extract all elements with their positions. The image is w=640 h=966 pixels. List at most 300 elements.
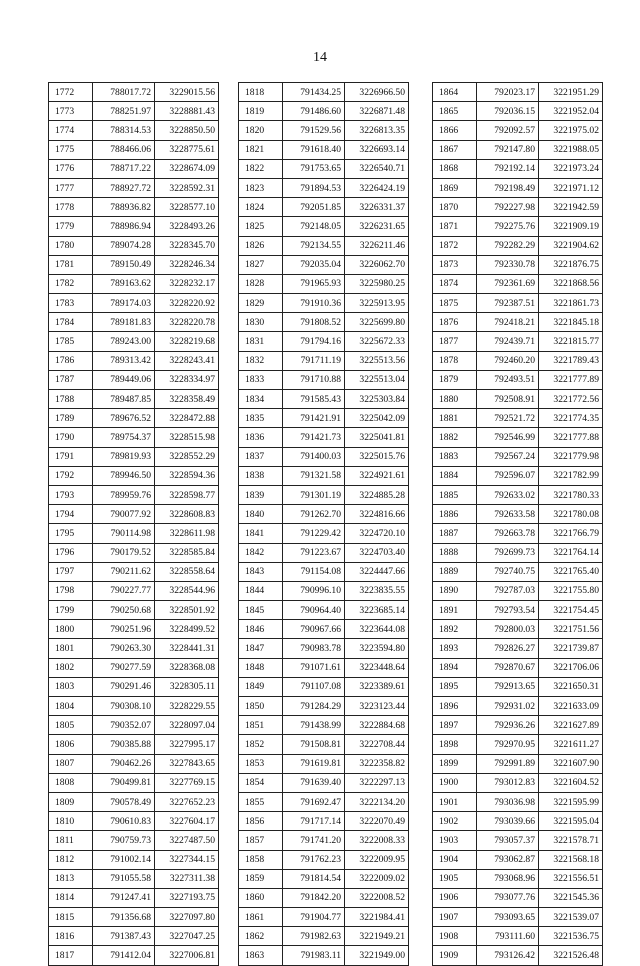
x-coordinate-cell: 791223.67 bbox=[283, 543, 345, 562]
y-coordinate-cell: 3221876.75 bbox=[539, 255, 603, 274]
table-row bbox=[239, 773, 409, 792]
table-row bbox=[239, 754, 409, 773]
point-number-cell: 1904 bbox=[433, 850, 477, 869]
table-row bbox=[239, 332, 409, 351]
point-number-cell: 1857 bbox=[239, 831, 283, 850]
y-coordinate-cell: 3221568.18 bbox=[539, 850, 603, 869]
table-row bbox=[239, 447, 409, 466]
x-coordinate-cell: 792439.71 bbox=[477, 332, 539, 351]
y-coordinate-cell: 3228358.49 bbox=[155, 390, 219, 409]
table-row bbox=[239, 677, 409, 696]
x-coordinate-cell: 791982.63 bbox=[283, 927, 345, 946]
y-coordinate-cell: 3224720.10 bbox=[345, 524, 409, 543]
table-row bbox=[433, 159, 603, 178]
y-coordinate-cell: 3223835.55 bbox=[345, 581, 409, 600]
x-coordinate-cell: 789946.50 bbox=[93, 466, 155, 485]
x-coordinate-cell: 791508.81 bbox=[283, 735, 345, 754]
point-number-cell: 1852 bbox=[239, 735, 283, 754]
y-coordinate-cell: 3221578.71 bbox=[539, 831, 603, 850]
x-coordinate-cell: 789487.85 bbox=[93, 390, 155, 409]
point-number-cell: 1806 bbox=[49, 735, 93, 754]
x-coordinate-cell: 791321.58 bbox=[283, 466, 345, 485]
point-number-cell: 1886 bbox=[433, 505, 477, 524]
table-row bbox=[239, 639, 409, 658]
x-coordinate-cell: 792460.20 bbox=[477, 351, 539, 370]
point-number-cell: 1834 bbox=[239, 390, 283, 409]
table-row bbox=[239, 466, 409, 485]
point-number-cell: 1881 bbox=[433, 409, 477, 428]
point-number-cell: 1779 bbox=[49, 217, 93, 236]
point-number-cell: 1869 bbox=[433, 178, 477, 197]
table-row bbox=[239, 505, 409, 524]
table-row bbox=[239, 236, 409, 255]
table-row bbox=[49, 639, 219, 658]
table-row bbox=[239, 83, 409, 102]
x-coordinate-cell: 792970.95 bbox=[477, 735, 539, 754]
y-coordinate-cell: 3221949.00 bbox=[345, 946, 409, 965]
y-coordinate-cell: 3226231.65 bbox=[345, 217, 409, 236]
table-row bbox=[239, 620, 409, 639]
y-coordinate-cell: 3228232.17 bbox=[155, 274, 219, 293]
x-coordinate-cell: 792508.91 bbox=[477, 390, 539, 409]
point-number-cell: 1870 bbox=[433, 198, 477, 217]
table-row bbox=[49, 620, 219, 639]
x-coordinate-cell: 789676.52 bbox=[93, 409, 155, 428]
y-coordinate-cell: 3226424.19 bbox=[345, 178, 409, 197]
y-coordinate-cell: 3228881.43 bbox=[155, 102, 219, 121]
y-coordinate-cell: 3228598.77 bbox=[155, 485, 219, 504]
point-number-cell: 1892 bbox=[433, 620, 477, 639]
point-number-cell: 1844 bbox=[239, 581, 283, 600]
x-coordinate-cell: 792493.51 bbox=[477, 370, 539, 389]
point-number-cell: 1838 bbox=[239, 466, 283, 485]
table-row bbox=[433, 505, 603, 524]
x-coordinate-cell: 791794.16 bbox=[283, 332, 345, 351]
table-row bbox=[433, 831, 603, 850]
table-row bbox=[49, 428, 219, 447]
x-coordinate-cell: 792663.78 bbox=[477, 524, 539, 543]
point-number-cell: 1854 bbox=[239, 773, 283, 792]
y-coordinate-cell: 3226871.48 bbox=[345, 102, 409, 121]
x-coordinate-cell: 789150.49 bbox=[93, 255, 155, 274]
x-coordinate-cell: 791910.36 bbox=[283, 294, 345, 313]
point-number-cell: 1811 bbox=[49, 831, 93, 850]
table-row bbox=[49, 409, 219, 428]
table-row bbox=[433, 908, 603, 927]
x-coordinate-cell: 791262.70 bbox=[283, 505, 345, 524]
table-row bbox=[239, 831, 409, 850]
point-number-cell: 1895 bbox=[433, 677, 477, 696]
point-number-cell: 1890 bbox=[433, 581, 477, 600]
x-coordinate-cell: 788986.94 bbox=[93, 217, 155, 236]
table-row bbox=[49, 677, 219, 696]
point-number-cell: 1772 bbox=[49, 83, 93, 102]
x-coordinate-cell: 788017.72 bbox=[93, 83, 155, 102]
y-coordinate-cell: 3221650.31 bbox=[539, 677, 603, 696]
table-row bbox=[49, 294, 219, 313]
x-coordinate-cell: 790291.46 bbox=[93, 677, 155, 696]
table-row bbox=[49, 543, 219, 562]
x-coordinate-cell: 790114.98 bbox=[93, 524, 155, 543]
table-row bbox=[49, 869, 219, 888]
y-coordinate-cell: 3224816.66 bbox=[345, 505, 409, 524]
point-number-cell: 1784 bbox=[49, 313, 93, 332]
point-number-cell: 1787 bbox=[49, 370, 93, 389]
table-row bbox=[433, 869, 603, 888]
y-coordinate-cell: 3221971.12 bbox=[539, 178, 603, 197]
y-coordinate-cell: 3222297.13 bbox=[345, 773, 409, 792]
coordinates-table-3 bbox=[432, 82, 603, 966]
table-row bbox=[433, 754, 603, 773]
point-number-cell: 1863 bbox=[239, 946, 283, 965]
table-row bbox=[239, 159, 409, 178]
y-coordinate-cell: 3221909.19 bbox=[539, 217, 603, 236]
table-row bbox=[433, 581, 603, 600]
x-coordinate-cell: 792793.54 bbox=[477, 601, 539, 620]
y-coordinate-cell: 3227769.15 bbox=[155, 773, 219, 792]
y-coordinate-cell: 3228611.98 bbox=[155, 524, 219, 543]
y-coordinate-cell: 3222708.44 bbox=[345, 735, 409, 754]
x-coordinate-cell: 790308.10 bbox=[93, 697, 155, 716]
x-coordinate-cell: 793111.60 bbox=[477, 927, 539, 946]
point-number-cell: 1865 bbox=[433, 102, 477, 121]
table-row bbox=[49, 102, 219, 121]
point-number-cell: 1867 bbox=[433, 140, 477, 159]
y-coordinate-cell: 3221942.59 bbox=[539, 198, 603, 217]
point-number-cell: 1880 bbox=[433, 390, 477, 409]
point-number-cell: 1781 bbox=[49, 255, 93, 274]
x-coordinate-cell: 793068.96 bbox=[477, 869, 539, 888]
table-row bbox=[49, 581, 219, 600]
point-number-cell: 1794 bbox=[49, 505, 93, 524]
table-row bbox=[239, 198, 409, 217]
table-row bbox=[49, 370, 219, 389]
table-row bbox=[433, 812, 603, 831]
table-row bbox=[433, 620, 603, 639]
y-coordinate-cell: 3221604.52 bbox=[539, 773, 603, 792]
x-coordinate-cell: 788717.22 bbox=[93, 159, 155, 178]
y-coordinate-cell: 3222134.20 bbox=[345, 792, 409, 811]
table-row bbox=[49, 524, 219, 543]
x-coordinate-cell: 790983.78 bbox=[283, 639, 345, 658]
table-row bbox=[49, 946, 219, 965]
table-row bbox=[433, 351, 603, 370]
y-coordinate-cell: 3221595.99 bbox=[539, 792, 603, 811]
table-row bbox=[239, 428, 409, 447]
y-coordinate-cell: 3224703.40 bbox=[345, 543, 409, 562]
point-number-cell: 1850 bbox=[239, 697, 283, 716]
point-number-cell: 1807 bbox=[49, 754, 93, 773]
x-coordinate-cell: 789174.03 bbox=[93, 294, 155, 313]
y-coordinate-cell: 3221815.77 bbox=[539, 332, 603, 351]
table-row bbox=[49, 390, 219, 409]
x-coordinate-cell: 792361.69 bbox=[477, 274, 539, 293]
x-coordinate-cell: 791400.03 bbox=[283, 447, 345, 466]
y-coordinate-cell: 3228594.36 bbox=[155, 466, 219, 485]
x-coordinate-cell: 788936.82 bbox=[93, 198, 155, 217]
y-coordinate-cell: 3221706.06 bbox=[539, 658, 603, 677]
table-row bbox=[49, 159, 219, 178]
y-coordinate-cell: 3225042.09 bbox=[345, 409, 409, 428]
x-coordinate-cell: 792870.67 bbox=[477, 658, 539, 677]
table-row bbox=[433, 409, 603, 428]
y-coordinate-cell: 3226540.71 bbox=[345, 159, 409, 178]
x-coordinate-cell: 791387.43 bbox=[93, 927, 155, 946]
table-row bbox=[433, 178, 603, 197]
x-coordinate-cell: 792596.07 bbox=[477, 466, 539, 485]
x-coordinate-cell: 790251.96 bbox=[93, 620, 155, 639]
table-row bbox=[239, 274, 409, 293]
table-row bbox=[433, 639, 603, 658]
x-coordinate-cell: 789449.06 bbox=[93, 370, 155, 389]
point-number-cell: 1824 bbox=[239, 198, 283, 217]
y-coordinate-cell: 3221739.87 bbox=[539, 639, 603, 658]
x-coordinate-cell: 793093.65 bbox=[477, 908, 539, 927]
x-coordinate-cell: 792633.58 bbox=[477, 505, 539, 524]
point-number-cell: 1836 bbox=[239, 428, 283, 447]
table-row bbox=[49, 927, 219, 946]
y-coordinate-cell: 3221904.62 bbox=[539, 236, 603, 255]
y-coordinate-cell: 3224921.61 bbox=[345, 466, 409, 485]
point-number-cell: 1825 bbox=[239, 217, 283, 236]
table-row bbox=[49, 792, 219, 811]
y-coordinate-cell: 3227487.50 bbox=[155, 831, 219, 850]
point-number-cell: 1780 bbox=[49, 236, 93, 255]
table-row bbox=[49, 850, 219, 869]
point-number-cell: 1815 bbox=[49, 908, 93, 927]
y-coordinate-cell: 3225672.33 bbox=[345, 332, 409, 351]
y-coordinate-cell: 3223594.80 bbox=[345, 639, 409, 658]
point-number-cell: 1841 bbox=[239, 524, 283, 543]
point-number-cell: 1860 bbox=[239, 888, 283, 907]
x-coordinate-cell: 788314.53 bbox=[93, 121, 155, 140]
table-row bbox=[49, 697, 219, 716]
point-number-cell: 1887 bbox=[433, 524, 477, 543]
point-number-cell: 1813 bbox=[49, 869, 93, 888]
x-coordinate-cell: 792931.02 bbox=[477, 697, 539, 716]
x-coordinate-cell: 792023.17 bbox=[477, 83, 539, 102]
y-coordinate-cell: 3221766.79 bbox=[539, 524, 603, 543]
x-coordinate-cell: 791421.73 bbox=[283, 428, 345, 447]
coordinates-table-1 bbox=[48, 82, 219, 966]
table-row bbox=[49, 716, 219, 735]
point-number-cell: 1896 bbox=[433, 697, 477, 716]
point-number-cell: 1828 bbox=[239, 274, 283, 293]
x-coordinate-cell: 790250.68 bbox=[93, 601, 155, 620]
y-coordinate-cell: 3225913.95 bbox=[345, 294, 409, 313]
y-coordinate-cell: 3228850.50 bbox=[155, 121, 219, 140]
y-coordinate-cell: 3224447.66 bbox=[345, 562, 409, 581]
x-coordinate-cell: 792913.65 bbox=[477, 677, 539, 696]
table-row bbox=[433, 428, 603, 447]
point-number-cell: 1832 bbox=[239, 351, 283, 370]
y-coordinate-cell: 3228544.96 bbox=[155, 581, 219, 600]
table-row bbox=[433, 198, 603, 217]
point-number-cell: 1831 bbox=[239, 332, 283, 351]
point-number-cell: 1868 bbox=[433, 159, 477, 178]
table-row bbox=[49, 121, 219, 140]
table-row bbox=[239, 562, 409, 581]
table-row bbox=[239, 178, 409, 197]
y-coordinate-cell: 3228368.08 bbox=[155, 658, 219, 677]
x-coordinate-cell: 789819.93 bbox=[93, 447, 155, 466]
table-row bbox=[239, 850, 409, 869]
x-coordinate-cell: 793057.37 bbox=[477, 831, 539, 850]
point-number-cell: 1908 bbox=[433, 927, 477, 946]
point-number-cell: 1855 bbox=[239, 792, 283, 811]
x-coordinate-cell: 790227.77 bbox=[93, 581, 155, 600]
point-number-cell: 1820 bbox=[239, 121, 283, 140]
x-coordinate-cell: 793036.98 bbox=[477, 792, 539, 811]
table-row bbox=[433, 716, 603, 735]
point-number-cell: 1804 bbox=[49, 697, 93, 716]
y-coordinate-cell: 3226211.46 bbox=[345, 236, 409, 255]
y-coordinate-cell: 3226813.35 bbox=[345, 121, 409, 140]
page-number: 14 bbox=[313, 50, 327, 65]
y-coordinate-cell: 3221777.89 bbox=[539, 370, 603, 389]
point-number-cell: 1793 bbox=[49, 485, 93, 504]
table-row bbox=[433, 332, 603, 351]
x-coordinate-cell: 789959.76 bbox=[93, 485, 155, 504]
point-number-cell: 1810 bbox=[49, 812, 93, 831]
y-coordinate-cell: 3223448.64 bbox=[345, 658, 409, 677]
y-coordinate-cell: 3228334.97 bbox=[155, 370, 219, 389]
x-coordinate-cell: 792699.73 bbox=[477, 543, 539, 562]
y-coordinate-cell: 3225015.76 bbox=[345, 447, 409, 466]
x-coordinate-cell: 791808.52 bbox=[283, 313, 345, 332]
table-row bbox=[433, 946, 603, 965]
point-number-cell: 1778 bbox=[49, 198, 93, 217]
point-number-cell: 1819 bbox=[239, 102, 283, 121]
point-number-cell: 1799 bbox=[49, 601, 93, 620]
x-coordinate-cell: 790352.07 bbox=[93, 716, 155, 735]
table-row bbox=[49, 447, 219, 466]
point-number-cell: 1877 bbox=[433, 332, 477, 351]
x-coordinate-cell: 792567.24 bbox=[477, 447, 539, 466]
point-number-cell: 1883 bbox=[433, 447, 477, 466]
x-coordinate-cell: 791421.91 bbox=[283, 409, 345, 428]
x-coordinate-cell: 791710.88 bbox=[283, 370, 345, 389]
table-row bbox=[49, 351, 219, 370]
y-coordinate-cell: 3227344.15 bbox=[155, 850, 219, 869]
table-row bbox=[433, 140, 603, 159]
y-coordinate-cell: 3228220.92 bbox=[155, 294, 219, 313]
point-number-cell: 1847 bbox=[239, 639, 283, 658]
x-coordinate-cell: 792800.03 bbox=[477, 620, 539, 639]
x-coordinate-cell: 791717.14 bbox=[283, 812, 345, 831]
y-coordinate-cell: 3221755.80 bbox=[539, 581, 603, 600]
point-number-cell: 1808 bbox=[49, 773, 93, 792]
point-number-cell: 1798 bbox=[49, 581, 93, 600]
point-number-cell: 1853 bbox=[239, 754, 283, 773]
table-row bbox=[239, 294, 409, 313]
table-row bbox=[433, 466, 603, 485]
y-coordinate-cell: 3227604.17 bbox=[155, 812, 219, 831]
x-coordinate-cell: 791229.42 bbox=[283, 524, 345, 543]
y-coordinate-cell: 3221868.56 bbox=[539, 274, 603, 293]
y-coordinate-cell: 3228608.83 bbox=[155, 505, 219, 524]
point-number-cell: 1829 bbox=[239, 294, 283, 313]
table-row bbox=[239, 485, 409, 504]
x-coordinate-cell: 792387.51 bbox=[477, 294, 539, 313]
table-row bbox=[239, 313, 409, 332]
y-coordinate-cell: 3226062.70 bbox=[345, 255, 409, 274]
table-row bbox=[239, 409, 409, 428]
y-coordinate-cell: 3222008.33 bbox=[345, 831, 409, 850]
y-coordinate-cell: 3221633.09 bbox=[539, 697, 603, 716]
point-number-cell: 1791 bbox=[49, 447, 93, 466]
table-row bbox=[433, 927, 603, 946]
point-number-cell: 1830 bbox=[239, 313, 283, 332]
y-coordinate-cell: 3228499.52 bbox=[155, 620, 219, 639]
point-number-cell: 1874 bbox=[433, 274, 477, 293]
x-coordinate-cell: 792036.15 bbox=[477, 102, 539, 121]
point-number-cell: 1899 bbox=[433, 754, 477, 773]
point-number-cell: 1776 bbox=[49, 159, 93, 178]
point-number-cell: 1773 bbox=[49, 102, 93, 121]
point-number-cell: 1893 bbox=[433, 639, 477, 658]
table-row bbox=[239, 524, 409, 543]
point-number-cell: 1898 bbox=[433, 735, 477, 754]
point-number-cell: 1809 bbox=[49, 792, 93, 811]
x-coordinate-cell: 792192.14 bbox=[477, 159, 539, 178]
y-coordinate-cell: 3227193.75 bbox=[155, 888, 219, 907]
table-row bbox=[433, 524, 603, 543]
y-coordinate-cell: 3222884.68 bbox=[345, 716, 409, 735]
y-coordinate-cell: 3228552.29 bbox=[155, 447, 219, 466]
y-coordinate-cell: 3226331.37 bbox=[345, 198, 409, 217]
table-row bbox=[433, 236, 603, 255]
y-coordinate-cell: 3228493.26 bbox=[155, 217, 219, 236]
table-row bbox=[433, 850, 603, 869]
y-coordinate-cell: 3228441.31 bbox=[155, 639, 219, 658]
y-coordinate-cell: 3228246.34 bbox=[155, 255, 219, 274]
x-coordinate-cell: 792330.78 bbox=[477, 255, 539, 274]
table-row bbox=[49, 274, 219, 293]
x-coordinate-cell: 791438.99 bbox=[283, 716, 345, 735]
x-coordinate-cell: 790610.83 bbox=[93, 812, 155, 831]
point-number-cell: 1823 bbox=[239, 178, 283, 197]
point-number-cell: 1906 bbox=[433, 888, 477, 907]
y-coordinate-cell: 3222009.95 bbox=[345, 850, 409, 869]
y-coordinate-cell: 3227097.80 bbox=[155, 908, 219, 927]
table-row bbox=[49, 773, 219, 792]
y-coordinate-cell: 3227843.65 bbox=[155, 754, 219, 773]
table-row bbox=[433, 658, 603, 677]
y-coordinate-cell: 3221782.99 bbox=[539, 466, 603, 485]
x-coordinate-cell: 791983.11 bbox=[283, 946, 345, 965]
table-row bbox=[239, 217, 409, 236]
x-coordinate-cell: 792147.80 bbox=[477, 140, 539, 159]
table-row bbox=[239, 812, 409, 831]
y-coordinate-cell: 3221780.33 bbox=[539, 485, 603, 504]
x-coordinate-cell: 790179.52 bbox=[93, 543, 155, 562]
point-number-cell: 1803 bbox=[49, 677, 93, 696]
y-coordinate-cell: 3222009.02 bbox=[345, 869, 409, 888]
table-row bbox=[49, 83, 219, 102]
table-row bbox=[433, 274, 603, 293]
table-row bbox=[239, 927, 409, 946]
table-row bbox=[239, 716, 409, 735]
y-coordinate-cell: 3221611.27 bbox=[539, 735, 603, 754]
x-coordinate-cell: 791002.14 bbox=[93, 850, 155, 869]
table-row bbox=[239, 946, 409, 965]
x-coordinate-cell: 791284.29 bbox=[283, 697, 345, 716]
y-coordinate-cell: 3221556.51 bbox=[539, 869, 603, 888]
x-coordinate-cell: 791639.40 bbox=[283, 773, 345, 792]
y-coordinate-cell: 3221777.88 bbox=[539, 428, 603, 447]
y-coordinate-cell: 3221975.02 bbox=[539, 121, 603, 140]
